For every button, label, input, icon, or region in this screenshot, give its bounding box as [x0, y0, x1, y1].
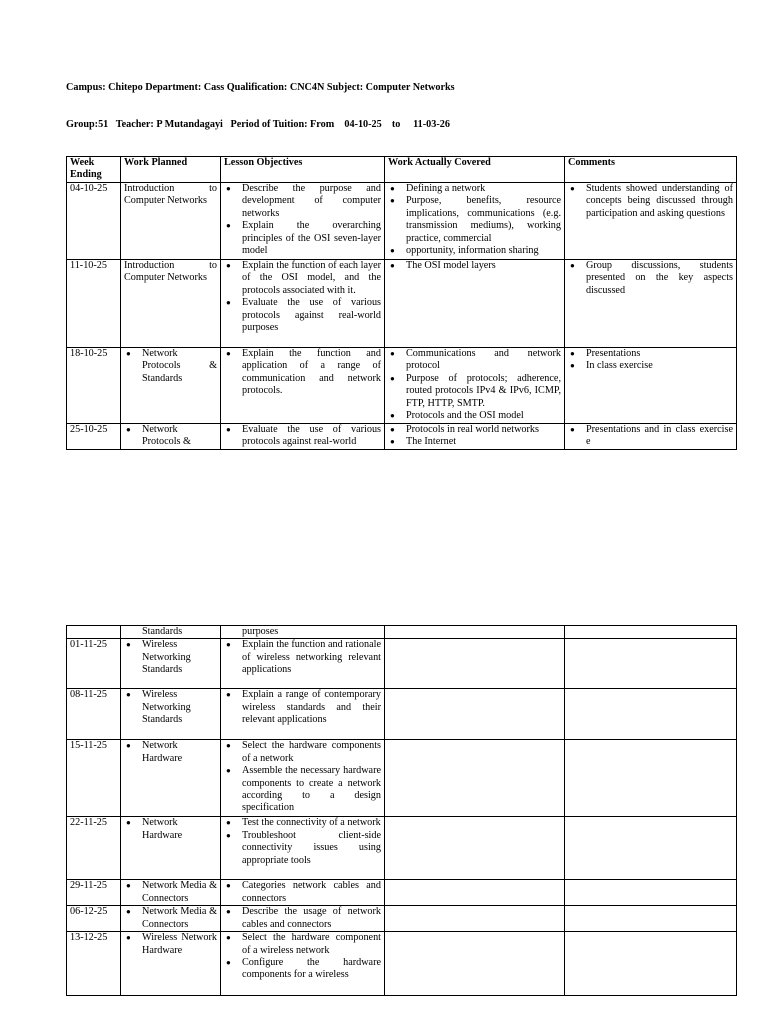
comments-cell [565, 689, 737, 740]
work-covered-cell [385, 689, 565, 740]
lesson-objectives-cell-list [224, 689, 381, 726]
list-item: ● The OSI model layers [388, 260, 561, 272]
week-ending-cell: 22-11-25 [67, 817, 121, 880]
work-planned-cell [121, 740, 221, 817]
work-planned-cell-list [124, 932, 217, 957]
list-item: ● The Internet [388, 436, 561, 448]
comments-cell [565, 817, 737, 880]
list-item: ● Students showed understanding of concepts being discussed through participation and asking questions [568, 183, 733, 220]
comments-cell [565, 183, 737, 260]
work-planned-cell [121, 260, 221, 348]
comments-cell [565, 348, 737, 424]
work-planned-cell-list [124, 639, 217, 676]
lesson-objectives-cell [221, 626, 385, 639]
list-item: ● Select the hardware components of a network [224, 740, 381, 765]
table-row [67, 348, 737, 424]
list-item: ● Test the connectivity of a network [224, 817, 381, 829]
list-item: ● Configure the hardware components for a wireless [224, 957, 381, 982]
week-ending-cell: 18-10-25 [67, 348, 121, 424]
comments-cell-list [568, 348, 733, 373]
list-item: ● Network Hardware [124, 817, 217, 842]
work-planned-cell [121, 626, 221, 639]
work-planned-cell-list [124, 689, 217, 726]
work-planned-cell [121, 932, 221, 996]
list-item: ● Purpose, benefits, resource implications, communications (e.g. transmission mediums), working practice, commercial [388, 195, 561, 245]
list-item: ● Network Media & Connectors [124, 906, 217, 931]
work-covered-cell [385, 424, 565, 450]
list-item: ● Evaluate the use of various protocols against real-world purposes [224, 297, 381, 334]
table-row [67, 880, 737, 906]
work-planned-cell-list [124, 817, 217, 842]
work-planned-cell [121, 183, 221, 260]
table-row [67, 817, 737, 880]
lesson-objectives-cell [221, 906, 385, 932]
lesson-objectives-cell [221, 260, 385, 348]
comments-cell [565, 880, 737, 906]
work-planned-cell-text: Introduction to Computer Networks [124, 183, 217, 207]
list-item: ● Protocols in real world networks [388, 424, 561, 436]
work-covered-cell [385, 626, 565, 639]
lesson-objectives-cell [221, 817, 385, 880]
table-row [67, 424, 737, 450]
work-planned-cell-list [124, 424, 217, 449]
comments-cell [565, 626, 737, 639]
list-item: ● Presentations [568, 348, 733, 360]
comments-cell-list [568, 424, 733, 449]
lesson-objectives-cell-list [224, 817, 381, 867]
list-item: ● Network Protocols & [124, 424, 217, 449]
lesson-objectives-cell [221, 424, 385, 450]
column-header-week-ending: Week Ending [67, 157, 121, 183]
lesson-objectives-cell-list [224, 932, 381, 982]
comments-cell [565, 424, 737, 450]
work-covered-cell [385, 260, 565, 348]
list-item: ● In class exercise [568, 360, 733, 372]
list-item: ● Wireless Networking Standards [124, 689, 217, 726]
comments-cell [565, 260, 737, 348]
column-header-comments: Comments [565, 157, 737, 183]
schedule-table-page2 [66, 625, 737, 996]
comments-cell [565, 740, 737, 817]
lesson-objectives-cell-list [224, 424, 381, 449]
comments-cell-list [568, 260, 733, 297]
week-ending-cell: 11-10-25 [67, 260, 121, 348]
table-row [67, 183, 737, 260]
list-item: ● Communications and network protocol [388, 348, 561, 373]
work-planned-cell-text: Standards [142, 626, 183, 637]
table-row [67, 932, 737, 996]
column-header-work-planned: Work Planned [121, 157, 221, 183]
list-item: ● Network Hardware [124, 740, 217, 765]
work-planned-cell-list [124, 906, 217, 931]
column-header-lesson-objectives: Lesson Objectives [221, 157, 385, 183]
lesson-objectives-cell-list [224, 880, 381, 905]
week-ending-cell [67, 626, 121, 639]
list-item: ● Presentations and in class exercise e [568, 424, 733, 449]
list-item: ● Select the hardware component of a wireless network [224, 932, 381, 957]
work-planned-cell-list [124, 740, 217, 765]
list-item: ● Explain a range of contemporary wireless standards and their relevant applications [224, 689, 381, 726]
work-planned-cell-list [124, 348, 217, 385]
lesson-objectives-cell-list [224, 639, 381, 676]
table-row [67, 626, 737, 639]
comments-cell [565, 932, 737, 996]
list-item: ● Evaluate the use of various protocols against real-world [224, 424, 381, 449]
document-header-campus: Campus: Chitepo Department: Cass Qualification: CNC4N Subject: Computer Networks [66, 82, 455, 93]
schedule-table-page1 [66, 156, 737, 450]
lesson-objectives-cell [221, 348, 385, 424]
work-covered-cell [385, 932, 565, 996]
lesson-objectives-cell-list [224, 906, 381, 931]
list-item: ● Protocols and the OSI model [388, 410, 561, 422]
list-item: ● Wireless Networking Standards [124, 639, 217, 676]
list-item: ● opportunity, information sharing [388, 245, 561, 257]
document-header-group: Group:51 Teacher: P Mutandagayi Period of Tuition: From 04-10-25 to 11-03-26 [66, 119, 450, 130]
list-item: ● Network Media & Connectors [124, 880, 217, 905]
work-covered-cell [385, 817, 565, 880]
list-item: ● Explain the function and application of a range of communication and network protocols. [224, 348, 381, 398]
work-planned-cell-text: Introduction to Computer Networks [124, 260, 217, 284]
column-header-work-covered: Work Actually Covered [385, 157, 565, 183]
week-ending-cell: 25-10-25 [67, 424, 121, 450]
week-ending-cell: 04-10-25 [67, 183, 121, 260]
week-ending-cell: 13-12-25 [67, 932, 121, 996]
lesson-objectives-cell [221, 740, 385, 817]
list-item: ● Group discussions, students presented on the key aspects discussed [568, 260, 733, 297]
list-item: ● Network Protocols & Standards [124, 348, 217, 385]
lesson-objectives-cell [221, 880, 385, 906]
work-planned-cell [121, 424, 221, 450]
list-item: ● Wireless Network Hardware [124, 932, 217, 957]
table-row [67, 689, 737, 740]
work-planned-cell [121, 906, 221, 932]
list-item: ● Assemble the necessary hardware components to create a network according to a design specification [224, 765, 381, 815]
work-covered-cell-list [388, 348, 561, 422]
work-planned-cell [121, 348, 221, 424]
comments-cell [565, 906, 737, 932]
list-item: ● Explain the overarching principles of the OSI seven-layer model [224, 220, 381, 257]
list-item: ● Defining a network [388, 183, 561, 195]
table-row [67, 260, 737, 348]
list-item: ● Describe the purpose and development of computer networks [224, 183, 381, 220]
week-ending-cell: 08-11-25 [67, 689, 121, 740]
week-ending-cell: 15-11-25 [67, 740, 121, 817]
work-covered-cell [385, 880, 565, 906]
work-covered-cell-list [388, 424, 561, 449]
work-planned-cell [121, 880, 221, 906]
list-item: ● Purpose of protocols; adherence, routed protocols IPv4 & IPv6, ICMP, FTP, HTTP, SMTP. [388, 373, 561, 410]
lesson-objectives-cell-list [224, 260, 381, 334]
table-row [67, 906, 737, 932]
lesson-objectives-cell-text: purposes [242, 626, 279, 637]
work-planned-cell-list [124, 880, 217, 905]
work-planned-cell [121, 817, 221, 880]
list-item: ● Categories network cables and connectors [224, 880, 381, 905]
lesson-objectives-cell-list [224, 348, 381, 398]
work-covered-cell [385, 740, 565, 817]
comments-cell-list [568, 183, 733, 220]
table-row [67, 740, 737, 817]
list-item: ● Describe the usage of network cables and connectors [224, 906, 381, 931]
work-planned-cell [121, 639, 221, 689]
lesson-objectives-cell [221, 689, 385, 740]
lesson-objectives-cell [221, 932, 385, 996]
lesson-objectives-cell [221, 639, 385, 689]
week-ending-cell: 06-12-25 [67, 906, 121, 932]
lesson-objectives-cell-list [224, 740, 381, 814]
work-covered-cell [385, 348, 565, 424]
work-covered-cell-list [388, 260, 561, 272]
list-item: ● Troubleshoot client-side connectivity issues using appropriate tools [224, 830, 381, 867]
lesson-objectives-cell-list [224, 183, 381, 257]
list-item: ● Explain the function of each layer of the OSI model, and the protocols associated with it. [224, 260, 381, 297]
list-item: ● Explain the function and rationale of wireless networking relevant applications [224, 639, 381, 676]
week-ending-cell: 01-11-25 [67, 639, 121, 689]
lesson-objectives-cell [221, 183, 385, 260]
work-covered-cell [385, 906, 565, 932]
work-covered-cell [385, 183, 565, 260]
work-covered-cell-list [388, 183, 561, 257]
week-ending-cell: 29-11-25 [67, 880, 121, 906]
comments-cell [565, 639, 737, 689]
work-covered-cell [385, 639, 565, 689]
table-row [67, 639, 737, 689]
work-planned-cell [121, 689, 221, 740]
